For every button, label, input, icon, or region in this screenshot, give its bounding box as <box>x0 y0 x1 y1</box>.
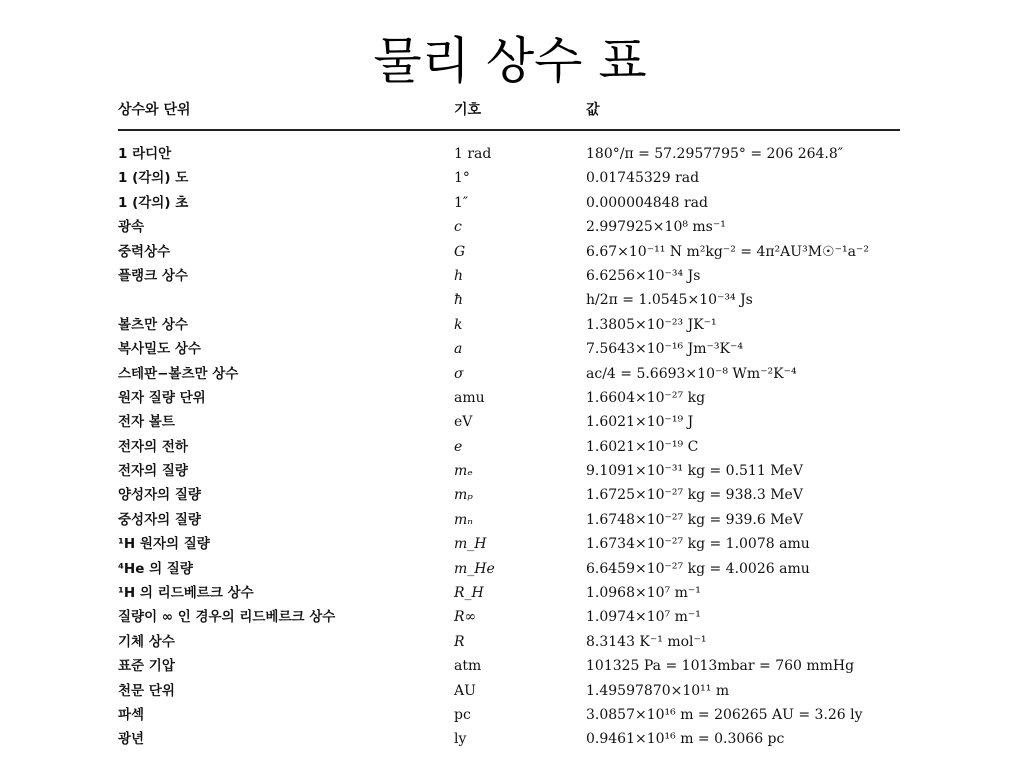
table-row <box>118 654 900 678</box>
constant-value: 1.3805×10⁻²³ JK⁻¹ <box>586 316 717 333</box>
constant-symbol: ħ <box>454 292 464 309</box>
table-row <box>118 508 900 532</box>
constant-name: 광년 <box>118 731 145 748</box>
constant-value: 9.1091×10⁻³¹ kg = 0.511 MeV <box>586 463 803 480</box>
table-row <box>118 142 900 166</box>
constant-symbol: amu <box>454 389 485 406</box>
constants-table-body <box>118 142 900 752</box>
table-row <box>118 557 900 581</box>
header-divider <box>118 129 900 131</box>
header-name: 상수와 단위 <box>118 102 191 118</box>
constant-name: 광속 <box>118 219 145 236</box>
table-header-row <box>118 96 900 128</box>
constant-value: 1.6748×10⁻²⁷ kg = 939.6 MeV <box>586 511 803 528</box>
constant-value: 1.6734×10⁻²⁷ kg = 1.0078 amu <box>586 536 810 553</box>
header-value: 값 <box>586 102 600 118</box>
constant-symbol: 1 rad <box>454 146 492 162</box>
constant-name: 복사밀도 상수 <box>118 341 201 358</box>
constant-value: 0.01745329 rad <box>586 170 700 187</box>
constant-name: 중력상수 <box>118 243 171 260</box>
constant-value: 6.67×10⁻¹¹ N m²kg⁻² = 4π²AU³M☉⁻¹a⁻² <box>586 243 869 260</box>
constant-name: 중성자의 질량 <box>118 511 201 528</box>
constant-value: 7.5643×10⁻¹⁶ Jm⁻³K⁻⁴ <box>586 341 743 358</box>
constant-name: 1 (각의) 도 <box>118 170 189 187</box>
constant-symbol: pc <box>454 706 471 723</box>
table-row <box>118 240 900 264</box>
constant-value: 0.9461×10¹⁶ m = 0.3066 pc <box>586 731 785 748</box>
constant-symbol: atm <box>454 658 482 675</box>
constant-symbol: m_He <box>454 560 495 577</box>
constant-value: 3.0857×10¹⁶ m = 206265 AU = 3.26 ly <box>586 706 863 723</box>
constant-name: 전자 볼트 <box>118 414 175 431</box>
constant-symbol: ly <box>454 731 467 748</box>
constant-value: 1.0968×10⁷ m⁻¹ <box>586 585 701 602</box>
constant-name: 1 (각의) 초 <box>118 194 189 211</box>
constant-symbol: R∞ <box>454 609 477 626</box>
table-row <box>118 410 900 434</box>
table-row <box>118 386 900 410</box>
constant-symbol: e <box>454 438 463 455</box>
constant-name: 양성자의 질량 <box>118 487 201 504</box>
constant-value: ac/4 = 5.6693×10⁻⁸ Wm⁻²K⁻⁴ <box>586 365 797 382</box>
constant-symbol: R <box>454 633 465 650</box>
constant-symbol: mₙ <box>454 511 473 528</box>
constant-symbol: h <box>454 267 464 284</box>
table-row <box>118 630 900 654</box>
constant-name: 전자의 전하 <box>118 438 188 455</box>
constant-name: 1 라디안 <box>118 146 172 162</box>
constant-value: 6.6256×10⁻³⁴ Js <box>586 267 701 284</box>
constant-value: 1.0974×10⁷ m⁻¹ <box>586 609 701 626</box>
table-row <box>118 532 900 556</box>
constant-name: 원자 질량 단위 <box>118 389 206 406</box>
constant-value: 6.6459×10⁻²⁷ kg = 4.0026 amu <box>586 560 810 577</box>
constant-value: 0.000004848 rad <box>586 194 708 211</box>
constant-name: 플랭크 상수 <box>118 267 188 284</box>
constant-value: 8.3143 K⁻¹ mol⁻¹ <box>586 633 707 650</box>
constant-symbol: mₑ <box>454 463 473 480</box>
table-row <box>118 581 900 605</box>
constant-name: 표준 기압 <box>118 658 175 675</box>
constant-name: 파섹 <box>118 706 145 723</box>
constant-name: 질량이 ∞ 인 경우의 리드베르크 상수 <box>118 609 336 626</box>
constant-symbol: AU <box>454 682 476 699</box>
table-row <box>118 435 900 459</box>
table-row <box>118 605 900 629</box>
constant-symbol: R_H <box>454 585 484 602</box>
constant-symbol: k <box>454 316 463 333</box>
constant-value: 1.6604×10⁻²⁷ kg <box>586 389 706 406</box>
constant-symbol: G <box>454 243 466 260</box>
constant-value: 101325 Pa = 1013mbar = 760 mmHg <box>586 658 855 675</box>
table-row <box>118 191 900 215</box>
constant-symbol: 1″ <box>454 194 469 211</box>
constant-value: 2.997925×10⁸ ms⁻¹ <box>586 219 726 236</box>
constant-name: ¹H 의 리드베르크 상수 <box>118 585 254 602</box>
constant-name: 기체 상수 <box>118 633 175 650</box>
constant-symbol: a <box>454 341 463 358</box>
constant-symbol: eV <box>454 414 473 431</box>
table-row <box>118 703 900 727</box>
constant-value: 180°/π = 57.2957795° = 206 264.8″ <box>586 146 843 162</box>
constant-symbol: m_H <box>454 536 487 553</box>
constant-value: 1.6725×10⁻²⁷ kg = 938.3 MeV <box>586 487 803 504</box>
table-row <box>118 166 900 190</box>
constant-name: 스테판−볼츠만 상수 <box>118 365 239 382</box>
page-title: 물리 상수 표 <box>373 32 647 90</box>
table-row <box>118 313 900 337</box>
table-row <box>118 362 900 386</box>
constant-name: ⁴He 의 질량 <box>118 560 193 577</box>
constant-name: 볼츠만 상수 <box>118 316 188 333</box>
table-row <box>118 215 900 239</box>
constant-symbol: c <box>454 219 462 236</box>
header-symbol: 기호 <box>454 102 482 118</box>
constant-symbol: 1° <box>454 170 470 187</box>
constant-value: h/2π = 1.0545×10⁻³⁴ Js <box>586 292 753 309</box>
table-row <box>118 459 900 483</box>
constant-value: 1.6021×10⁻¹⁹ C <box>586 438 699 455</box>
constants-table-header <box>118 96 900 128</box>
constant-symbol: mₚ <box>454 487 473 504</box>
constant-name: ¹H 원자의 질량 <box>118 536 210 553</box>
table-row <box>118 679 900 703</box>
table-row <box>118 264 900 288</box>
table-row <box>118 288 900 312</box>
constant-symbol: σ <box>454 365 464 382</box>
table-row <box>118 483 900 507</box>
constant-name: 전자의 질량 <box>118 463 188 480</box>
table-row <box>118 727 900 751</box>
constant-value: 1.6021×10⁻¹⁹ J <box>586 414 694 431</box>
constant-value: 1.49597870×10¹¹ m <box>586 682 730 699</box>
table-row <box>118 337 900 361</box>
constant-name: 천문 단위 <box>118 682 175 699</box>
